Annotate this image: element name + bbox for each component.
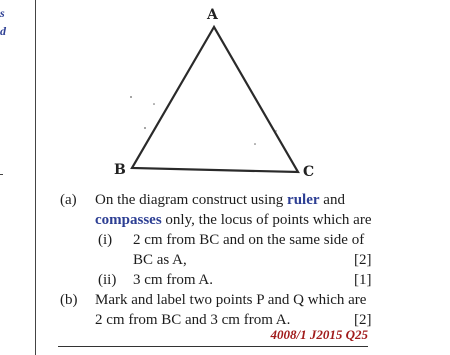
- part-b-label: (b): [60, 292, 78, 308]
- marks-i: [2]: [354, 252, 372, 268]
- speck: [254, 143, 256, 145]
- margin-line: [35, 0, 36, 355]
- vertex-label-c: C: [303, 164, 315, 180]
- margin-text-fragment: s: [0, 6, 5, 20]
- question-reference: 4008/1 J2015 Q25: [270, 327, 368, 342]
- reference-underline: [58, 346, 368, 347]
- speck: [153, 103, 155, 105]
- triangle-diagram: [100, 0, 340, 184]
- speck: [130, 96, 132, 98]
- speck: [275, 130, 276, 131]
- sub-part-i-label: (i): [98, 232, 113, 248]
- triangle-svg: [100, 0, 340, 184]
- part-a-text-line-1: [95, 190, 345, 210]
- part-a-text: only, the locus of points which are: [161, 212, 372, 228]
- speck: [144, 127, 146, 129]
- part-a-text: and: [319, 192, 345, 208]
- sub-part-i-text-line-2: BC as A,: [133, 252, 187, 268]
- part-a-text-line-2: [95, 210, 372, 230]
- marks-ii: [1]: [354, 272, 372, 288]
- marks-b: [2]: [354, 312, 372, 328]
- keyword-compasses: compasses: [95, 212, 162, 228]
- part-b-text-line-1: Mark and label two points P and Q which are: [95, 292, 367, 308]
- margin-tick: [0, 174, 3, 175]
- vertex-label-b: B: [114, 162, 126, 178]
- triangle-abc: [132, 27, 298, 172]
- sub-part-i-text-line-1: 2 cm from BC and on the same side of: [133, 232, 365, 248]
- part-a-label: (a): [60, 192, 77, 208]
- part-a-text: On the diagram construct using: [95, 192, 288, 208]
- sub-part-ii-text: 3 cm from A.: [133, 272, 213, 288]
- part-b-text-line-2: 2 cm from BC and 3 cm from A.: [95, 312, 291, 328]
- vertex-label-a: A: [207, 7, 218, 23]
- keyword-ruler: ruler: [287, 192, 320, 208]
- margin-text-fragment: d: [0, 24, 6, 38]
- sub-part-ii-label: (ii): [98, 272, 117, 288]
